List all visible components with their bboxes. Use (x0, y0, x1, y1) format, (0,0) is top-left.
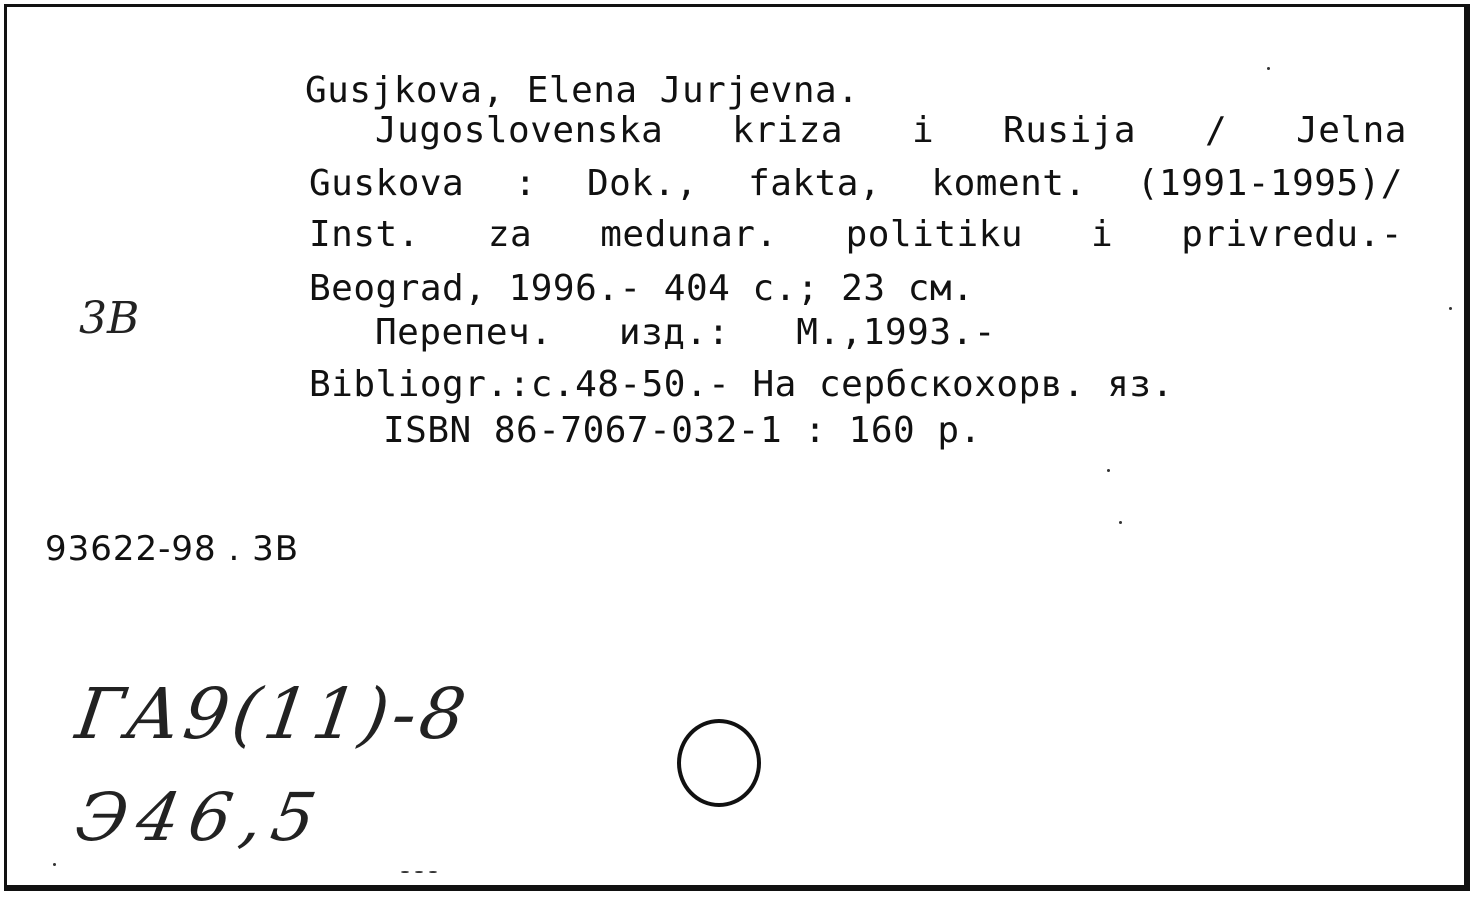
title-word: (1991-1995)/ (1136, 163, 1403, 204)
title-word: Dok., (586, 163, 698, 204)
inventory-number: 93622-98 . 3B (45, 529, 300, 569)
title-word: i (1091, 214, 1114, 255)
bibliography-note: Bibliogr.:c.48-50.- На сербскохорв. яз. (309, 364, 1174, 405)
title-word: za (487, 214, 533, 255)
title-word: Jugoslovenska (375, 110, 664, 151)
title-word: kriza (732, 110, 844, 151)
imprint-line: Beograd, 1996.- 404 c.; 23 см. (309, 268, 975, 309)
title-word: politiku (845, 214, 1024, 255)
title-word: medunar. (600, 214, 778, 255)
title-word: / (1205, 110, 1228, 151)
title-line-2 (309, 164, 1403, 204)
reprint-note: Перепеч. изд.: М.,1993.- (375, 312, 996, 353)
classification-handwritten: ГА9(11)-8 (71, 673, 475, 755)
scan-speck (415, 871, 423, 873)
title-word: Rusija (1003, 110, 1137, 151)
title-word: i (911, 110, 935, 151)
title-word: Inst. (309, 214, 420, 255)
author-mark-handwritten: Э46,5 (70, 779, 332, 856)
shelf-mark-handwritten: 3B (79, 293, 140, 344)
isbn-line: ISBN 86-7067-032-1 : 160 р. (383, 410, 982, 451)
title-line-1 (375, 111, 1407, 151)
title-word: privredu.- (1181, 214, 1403, 255)
title-word: Jelna (1296, 110, 1407, 151)
scan-speck (1107, 469, 1110, 472)
scan-speck (429, 871, 437, 873)
scan-speck (1267, 67, 1270, 70)
scan-speck (53, 863, 56, 866)
title-word: fakta, (748, 163, 882, 204)
catalog-card (4, 4, 1470, 891)
punch-hole (677, 719, 761, 807)
title-word: : (514, 163, 537, 204)
scan-speck (401, 871, 409, 873)
title-line-3 (309, 215, 1403, 255)
title-word: koment. (931, 163, 1087, 204)
scan-speck (1119, 521, 1122, 524)
card-heading: Gusjkova, Elena Jurjevna. (305, 70, 860, 111)
title-word: Guskova (309, 163, 465, 204)
scan-speck (1449, 307, 1452, 310)
